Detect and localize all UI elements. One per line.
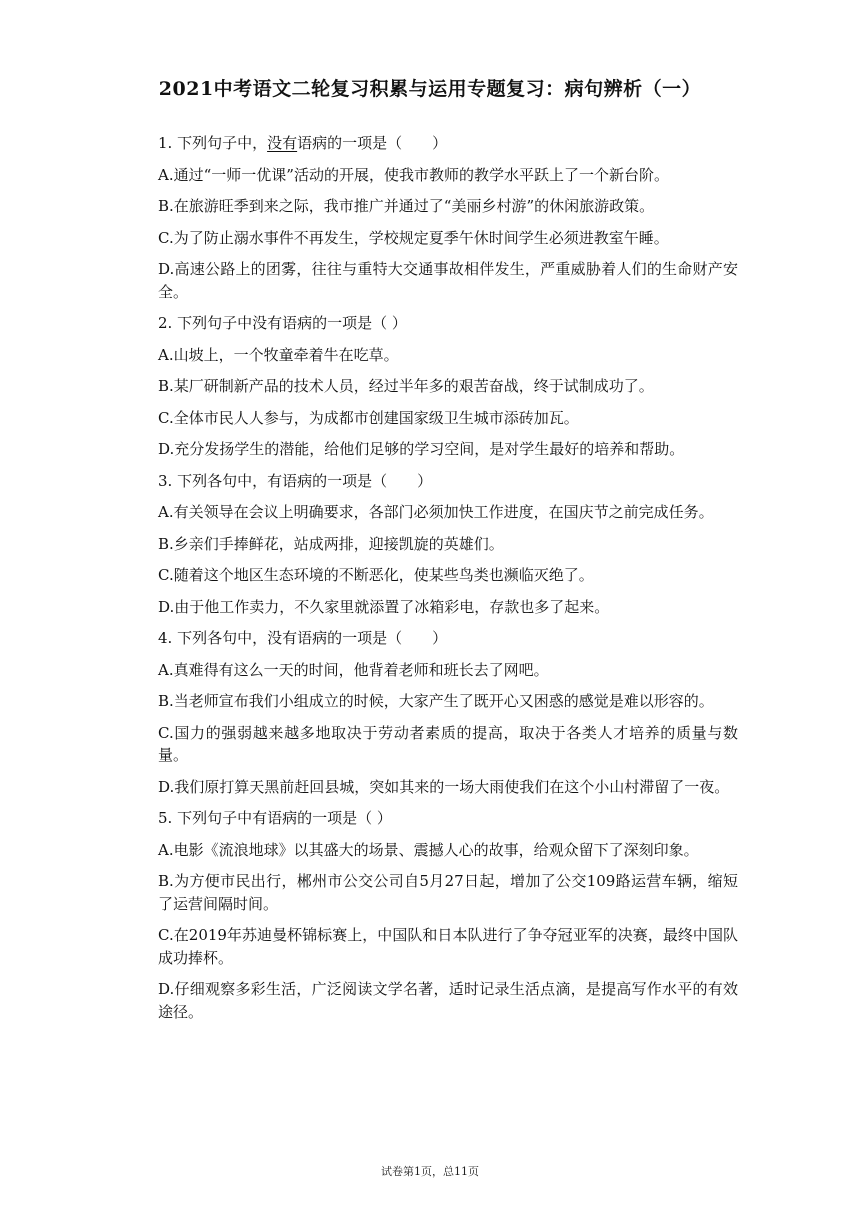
option-b: B.在旅游旺季到来之际，我市推广并通过了“美丽乡村游”的休闲旅游政策。 [158,197,655,215]
option-b: B.某厂研制新产品的技术人员，经过半年多的艰苦奋战，终于试制成功了。 [158,377,654,395]
stem-text: 2. 下列句子中没有语病的一项是（ ） [158,314,407,332]
question-5 [158,807,738,1023]
option-a: A.山坡上，一个牧童牵着牛在吃草。 [158,345,399,364]
option-a: A.有关领导在会议上明确要求，各部门必须加快工作进度，在国庆节之前完成任务。 [158,503,714,521]
stem-text: 语病的一项是（ ） [297,134,448,152]
stem-underlined-text: 没有 [267,134,298,152]
page-footer: 试卷第1页，总11页 [381,1165,479,1178]
stem-text: 4. 下列各句中，没有语病的一项是（ ） [158,629,448,647]
option-d: D.我们原打算天黑前赶回县城，突如其来的一场大雨使我们在这个小山村滞留了一夜。 [158,777,730,796]
question-3 [158,470,738,619]
option-b: B.乡亲们手捧鲜花，站成两排，迎接凯旋的英雄们。 [158,534,504,553]
question-4 [158,627,738,798]
option-a: A.真难得有这么一天的时间，他背着老师和班长去了网吧。 [158,660,549,679]
option-d: D.由于他工作卖力，不久家里就添置了冰箱彩电，存款也多了起来。 [158,597,610,616]
question-stem [158,807,738,830]
question-list [158,132,738,1032]
question-1 [158,132,738,303]
option-c: C.随着这个地区生态环境的不断恶化，使某些鸟类也濒临灭绝了。 [158,566,594,584]
stem-text: 1. 下列句子中， [158,134,268,152]
question-stem [158,312,738,335]
stem-text: 5. 下列句子中有语病的一项是（ ） [158,809,392,827]
option-b: B.为方便市民出行，郴州市公交公司自5月27日起，增加了公交109路运营车辆，缩短了运营间隔时间。 [158,872,738,913]
document-title: 2021中考语文二轮复习积累与运用专题复习：病句辨析（一） [158,78,702,100]
option-d: D.仔细观察多彩生活，广泛阅读文学名著，适时记录生活点滴，是提高写作水平的有效途径。 [158,980,738,1021]
option-d: D.高速公路上的团雾，往往与重特大交通事故相伴发生，严重威胁着人们的生命财产安全。 [158,260,738,301]
option-d: D.充分发扬学生的潜能，给他们足够的学习空间，是对学生最好的培养和帮助。 [158,440,685,458]
question-stem [158,470,738,493]
question-stem [158,627,738,650]
option-a: A.通过“一师一优课”活动的开展，使我市教师的教学水平跃上了一个新台阶。 [158,165,669,184]
question-2 [158,312,738,461]
question-stem [158,132,738,155]
stem-text: 3. 下列各句中，有语病的一项是（ ） [158,471,433,490]
option-c: C.全体市民人人参与，为成都市创建国家级卫生城市添砖加瓦。 [158,408,579,427]
option-c: C.在2019年苏迪曼杯锦标赛上，中国队和日本队进行了争夺冠亚军的决赛，最终中国队成功捧杯。 [158,926,738,967]
option-a: A.电影《流浪地球》以其盛大的场景、震撼人心的故事，给观众留下了深刻印象。 [158,840,699,859]
option-b: B.当老师宣布我们小组成立的时候，大家产生了既开心又困惑的感觉是难以形容的。 [158,692,714,710]
option-c: C.国力的强弱越来越多地取决于劳动者素质的提高，取决于各类人才培养的质量与数量。 [158,723,738,764]
option-c: C.为了防止溺水事件不再发生，学校规定夏季午休时间学生必须进教室午睡。 [158,228,669,247]
